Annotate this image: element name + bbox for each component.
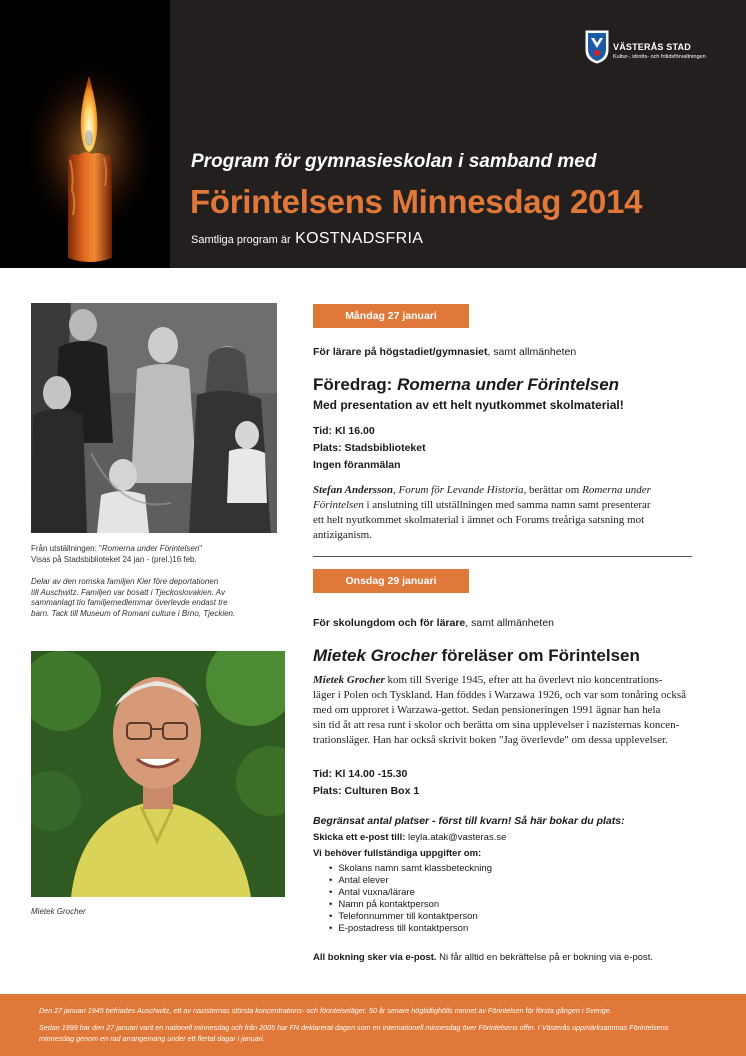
event1-note: Ingen föranmälan <box>313 459 401 471</box>
section-divider <box>313 556 692 557</box>
candle-image <box>0 0 170 268</box>
description-line: Delar av den romska familjen Kier före deportationen <box>31 577 219 586</box>
booking-heading: Begränsat antal platser - först till kvarn! Så här bokar du plats: <box>313 815 625 827</box>
footer-line-3: minnesdag genom en rad arrangemang under ett flertal dagar i januari. <box>39 1034 265 1043</box>
description-text: med om upproret i Warzawa-gettot. Sedan pensioneringen 1991 ägnar han hela <box>313 704 661 716</box>
footer-line-1: Den 27 januari 1945 befriades Auschwitz, ett av nazisternas största koncentrations- och förintelseläger. 50 år senare högtidlighölls minnet av Förintelsen för första gången i Sverige. <box>39 1006 612 1015</box>
list-item: • Antal elever <box>329 875 713 887</box>
description-line: till Auschwitz. Familjen var bosatt i Tjeckoslovakien. Av <box>31 587 225 597</box>
photo1-caption <box>31 544 202 565</box>
event1-audience-rest: , samt allmänheten <box>487 346 577 358</box>
description-line: barn. Tack till Museum of Romani culture i Brno, Tjeckien. <box>31 608 236 618</box>
booking-footnote <box>313 952 653 963</box>
booking-email <box>313 832 713 843</box>
event2-title-name: Mietek Grocher <box>313 646 437 665</box>
header-subtitle: Program för gymnasieskolan i samband med <box>191 151 597 172</box>
caption-dates: Visas på Stadsbiblioteket 24 jan - (prel.)16 feb. <box>31 554 197 564</box>
booking-section <box>313 815 713 935</box>
caption-exhibition-title: Romerna under Förintelsen <box>101 544 200 553</box>
booking-email-link[interactable]: leyla.atak@vasteras.se <box>405 832 507 843</box>
footer-paragraph <box>39 1022 719 1044</box>
logo-name: VÄSTERÅS STAD <box>613 42 691 52</box>
event2-audience-main: För skolungdom och för lärare <box>313 617 466 629</box>
booking-needs-label: Vi behöver fullständiga uppgifter om: <box>313 848 482 859</box>
event2-date-badge: Onsdag 29 januari <box>313 569 469 593</box>
description-text: , berättar om <box>523 484 583 496</box>
description-title: Romerna under <box>582 484 651 496</box>
description-text: kom till Sverige 1945, efter att ha överlevt nio koncentrations- <box>384 674 663 686</box>
family-photo <box>31 303 277 533</box>
free-notice-prefix: Samtliga program är <box>191 234 291 246</box>
list-item: • E-postadress till kontaktperson <box>329 923 713 935</box>
booking-footnote-bold: All bokning sker via e-post. <box>313 952 437 963</box>
event2-audience <box>313 617 554 629</box>
event1-title-name: Romerna under Förintelsen <box>397 375 620 394</box>
event2-place: Plats: Culturen Box 1 <box>313 785 420 797</box>
event2-details <box>313 766 419 800</box>
mietek-grocher-photo <box>31 651 285 897</box>
description-line: sammanlagt tio familjemedlemmar överlevde endast tre <box>31 598 228 607</box>
vasteras-logo[interactable] <box>585 30 735 70</box>
event1-audience <box>313 346 576 358</box>
description-text: antiziganism. <box>313 529 372 541</box>
event2-audience-rest: , samt allmänheten <box>465 617 554 629</box>
booking-footnote-rest: Ni får alltid en bekräftelse på er bokning via e-post. <box>436 952 654 963</box>
description-text: sin tid åt att resa runt i skolor och berätta om sina upplevelser i nazisternas koncen- <box>313 719 680 731</box>
list-item: • Antal vuxna/lärare <box>329 887 713 899</box>
event1-title-prefix: Föredrag: <box>313 375 398 394</box>
speaker-name: Stefan Andersson <box>313 484 393 496</box>
logo-subtitle: Kultur-, idrotts- och fritidsförvaltningen <box>613 54 706 60</box>
event2-title-rest: föreläser om Förintelsen <box>436 646 640 665</box>
photo1-description <box>31 577 235 619</box>
event1-details <box>313 423 426 474</box>
event1-place: Plats: Stadsbiblioteket <box>313 442 426 454</box>
description-title: Förintelsen <box>313 499 364 511</box>
list-item: • Namn på kontaktperson <box>329 899 713 911</box>
list-item: • Telefonnummer till kontaktperson <box>329 911 713 923</box>
event2-description <box>313 673 693 748</box>
photo2-caption: Mietek Grocher <box>31 907 86 916</box>
event1-title <box>313 375 619 395</box>
event2-title <box>313 646 640 666</box>
candle-icon <box>0 0 170 268</box>
event1-time: Tid: Kl 16.00 <box>313 425 375 437</box>
list-item: • Skolans namn samt klassbeteckning <box>329 863 713 875</box>
booking-requirements-list <box>313 863 713 935</box>
event1-date-badge: Måndag 27 januari <box>313 304 469 328</box>
description-text: i anslutning till utställningen med samma namn samt presenterar <box>363 499 651 511</box>
caption-prefix: Från utställningen: " <box>31 544 102 553</box>
description-text: läger i Polen och Tyskland. Han föddes i Warzawa 1926, och var som tonåring också <box>313 689 687 701</box>
booking-needs <box>313 848 713 859</box>
event1-audience-main: För lärare på högstadiet/gymnasiet <box>313 346 488 358</box>
footer-line-2: Sedan 1999 har den 27 januari varit en nationell minnesdag och från 2005 har FN deklarerat dagen som en internationell minnesdag över Förintelsens offer. I Västerås uppmärksammas Förintelsens <box>39 1023 669 1032</box>
description-text: trationsläger. Han har också skrivit boken "Jag överlevde" om dessa upplevelser. <box>313 734 668 746</box>
page-title: Förintelsens Minnesdag 2014 <box>190 183 643 220</box>
booking-email-label: Skicka ett e-post till: <box>313 832 406 843</box>
speaker-name: Mietek Grocher <box>313 674 385 686</box>
caption-suffix: " <box>199 544 203 553</box>
free-notice <box>191 230 423 248</box>
header-banner <box>0 0 746 268</box>
event2-time: Tid: Kl 14.00 -15.30 <box>313 768 408 780</box>
free-notice-emphasis: KOSTNADSFRIA <box>295 230 424 247</box>
organisation-name: Forum för Levande Historia <box>398 484 524 496</box>
city-shield-icon <box>585 30 609 64</box>
event1-description: Stefan Andersson, Forum för Levande Historia, berättar om Romerna under Förintelsen i anslutning till utställningen med samma namn samt presenterar ett helt nyutkommet skolmaterial i ämnet och Forums treåriga satsning mot antiziganism. <box>313 483 693 543</box>
event1-subtitle: Med presentation av ett helt nyutkommet skolmaterial! <box>313 398 624 412</box>
description-text: ett helt nyutkommet skolmaterial i ämnet och Forums treåriga satsning mot <box>313 514 645 526</box>
